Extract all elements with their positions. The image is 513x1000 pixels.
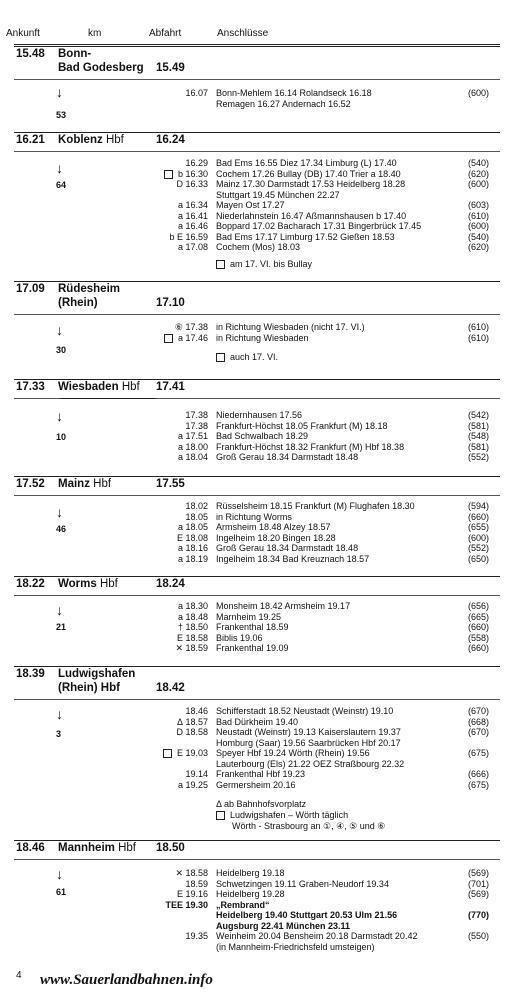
arrival-time: 17.33 bbox=[16, 381, 45, 393]
table-ref: (600) bbox=[467, 532, 489, 543]
connection-time: 17.38 bbox=[185, 420, 208, 431]
connection-text: Rüsselsheim 18.15 Frankfurt (M) Flughafen 18.30 bbox=[216, 501, 415, 511]
table-ref: (558) bbox=[467, 632, 489, 643]
section-rule bbox=[14, 666, 500, 667]
connection-time: 18.05 bbox=[185, 511, 208, 522]
departure-time: 17.10 bbox=[156, 297, 185, 309]
footnote: Δ ab Bahnhofsvorplatz bbox=[216, 799, 307, 809]
connection-time: 18.19 bbox=[185, 553, 208, 564]
connection-text: Marnheim 19.25 bbox=[216, 611, 282, 622]
table-ref: (569) bbox=[467, 889, 489, 899]
station-suffix: Hbf bbox=[118, 842, 136, 854]
connection-mark: Δ bbox=[176, 716, 183, 727]
connection-text: Schwetzingen 19.11 Graben-Neudorf 19.34 bbox=[216, 878, 389, 889]
table-ref: (666) bbox=[467, 769, 489, 779]
connection-text: Speyer Hbf 19.24 Wörth (Rhein) 19.56 bbox=[216, 748, 370, 758]
station-name: Koblenz Hbf bbox=[58, 134, 124, 146]
connection-time: 19.16 bbox=[185, 889, 208, 899]
connection-mark: E bbox=[163, 748, 183, 759]
connection-row bbox=[0, 211, 513, 222]
table-ref: (660) bbox=[467, 511, 489, 522]
connection-text: „Rembrand“ bbox=[216, 899, 270, 910]
arrow-down-icon: ↓ bbox=[56, 322, 63, 338]
connection-row bbox=[0, 931, 513, 942]
connection-text: Cochem 17.26 Bullay (DB) 17.40 Trier a 18.40 bbox=[216, 168, 401, 179]
station-name-line2: Bad Godesberg bbox=[58, 62, 144, 74]
connection-mark: D bbox=[176, 179, 183, 189]
connection-time: 17.38 bbox=[185, 410, 208, 420]
table-ref: (668) bbox=[467, 716, 489, 727]
table-ref: (603) bbox=[467, 200, 489, 210]
departure-time: 17.55 bbox=[156, 478, 185, 490]
col-km: km bbox=[88, 28, 102, 39]
departure-time: 18.24 bbox=[156, 578, 185, 590]
table-ref: (594) bbox=[467, 501, 489, 511]
connection-mark: b bbox=[164, 169, 183, 180]
table-ref: (770) bbox=[467, 910, 489, 920]
connection-row bbox=[0, 633, 513, 644]
connection-text: Frankenthal Hbf 19.23 bbox=[216, 769, 306, 779]
connection-text: (in Mannheim-Friedrichsfeld umsteigen) bbox=[216, 941, 375, 952]
station-name: Mainz Hbf bbox=[58, 478, 112, 490]
connection-time: 16.41 bbox=[185, 210, 208, 221]
connection-text: Cochem (Mos) 18.03 bbox=[216, 242, 301, 252]
distance-km: 64 bbox=[56, 180, 67, 190]
connection-mark: a bbox=[177, 441, 183, 452]
section-rule bbox=[14, 46, 500, 47]
connection-time: 19.30 bbox=[185, 899, 208, 910]
connection-time: 16.33 bbox=[185, 179, 208, 189]
connection-row bbox=[0, 879, 513, 890]
col-anschluesse: Anschlüsse bbox=[217, 28, 269, 39]
station-name-line2: (Rhein) Hbf bbox=[58, 682, 120, 694]
connection-text: in Richtung Wiesbaden (nicht 17. VI.) bbox=[216, 322, 365, 332]
connection-mark: a bbox=[177, 242, 183, 252]
connection-mark: ✕ bbox=[175, 643, 183, 653]
connection-time: 18.00 bbox=[185, 441, 208, 452]
connection-text: Groß Gerau 18.34 Darmstadt 18.48 bbox=[216, 452, 359, 462]
arrow-down-icon: ↓ bbox=[56, 602, 63, 618]
table-ref: (675) bbox=[467, 779, 489, 790]
connection-time: 19.03 bbox=[185, 748, 208, 758]
distance-km: 3 bbox=[56, 729, 62, 739]
arrow-down-icon: ↓ bbox=[56, 504, 63, 520]
connection-time: 18.08 bbox=[185, 532, 208, 543]
station-suffix: Hbf bbox=[93, 478, 112, 490]
connection-time: 19.14 bbox=[185, 769, 208, 779]
connection-text: Heidelberg 19.40 Stuttgart 20.53 Ulm 21.56 bbox=[216, 910, 398, 920]
connection-time: 16.34 bbox=[185, 200, 208, 210]
connection-row bbox=[0, 910, 513, 921]
station-name: Ludwigshafen bbox=[58, 668, 136, 680]
table-ref: (550) bbox=[467, 931, 489, 941]
connection-row bbox=[0, 431, 513, 442]
wiesbaden-underline bbox=[60, 398, 156, 399]
table-ref: (600) bbox=[467, 221, 489, 231]
connection-time: 18.05 bbox=[185, 522, 208, 532]
section-subrule bbox=[14, 859, 500, 860]
connection-time: 18.57 bbox=[185, 716, 208, 727]
table-ref: (569) bbox=[467, 868, 489, 878]
connection-mark: TEE bbox=[165, 899, 183, 910]
connection-row bbox=[0, 748, 513, 759]
connection-text: in Richtung Wiesbaden bbox=[216, 332, 309, 343]
table-ref: (610) bbox=[467, 210, 489, 221]
connection-text: in Richtung Worms bbox=[216, 511, 292, 522]
connection-text: Niedernhausen 17.56 bbox=[216, 410, 303, 420]
connection-row bbox=[0, 868, 513, 879]
station-name: Rüdesheim bbox=[58, 283, 120, 295]
section-subrule bbox=[14, 314, 500, 315]
connection-text: Lauterbourg (Els) 21.22 OEZ Straßbourg 22.32 bbox=[216, 758, 405, 769]
connection-text: Biblis 19.06 bbox=[216, 632, 263, 643]
connection-row bbox=[0, 706, 513, 717]
arrow-down-icon: ↓ bbox=[56, 408, 63, 424]
section-subrule bbox=[14, 79, 500, 80]
table-ref: (600) bbox=[467, 88, 489, 98]
connection-text: Mayen Ost 17.27 bbox=[216, 200, 285, 210]
connection-text: Schifferstadt 18.52 Neustadt (Weinstr) 19.10 bbox=[216, 706, 394, 716]
connection-time: 18.58 bbox=[185, 632, 208, 643]
col-abfahrt: Abfahrt bbox=[149, 28, 182, 39]
section-subrule bbox=[14, 151, 500, 152]
arrival-time: 18.46 bbox=[16, 842, 45, 854]
departure-time: 16.24 bbox=[156, 134, 185, 146]
arrow-down-icon: ↓ bbox=[56, 866, 63, 882]
connection-row bbox=[0, 512, 513, 523]
connection-mark: E bbox=[176, 632, 183, 643]
square-symbol-icon bbox=[216, 811, 225, 820]
connection-time: 17.46 bbox=[185, 332, 208, 343]
connection-time: 16.29 bbox=[185, 158, 208, 168]
table-ref: (610) bbox=[467, 322, 489, 332]
station-name: Mannheim Hbf bbox=[58, 842, 136, 854]
table-ref: (548) bbox=[467, 431, 489, 441]
table-ref: (660) bbox=[467, 643, 489, 653]
footnote: auch 17. VI. bbox=[216, 352, 278, 362]
table-ref: (542) bbox=[467, 410, 489, 420]
table-ref: (701) bbox=[467, 878, 489, 889]
table-ref: (581) bbox=[467, 441, 489, 452]
connection-mark: E bbox=[176, 889, 183, 899]
connection-row bbox=[0, 452, 513, 463]
connection-mark: a bbox=[177, 452, 183, 462]
connection-row bbox=[0, 759, 513, 770]
connection-text: Homburg (Saar) 19.56 Saarbrücken Hbf 20.17 bbox=[216, 737, 401, 748]
connection-text: Remagen 16.27 Andernach 16.52 bbox=[216, 98, 351, 109]
connection-mark: † bbox=[177, 622, 183, 632]
section-subrule bbox=[14, 699, 500, 700]
section-rule bbox=[14, 132, 500, 133]
connection-row bbox=[0, 442, 513, 453]
connection-text: Groß Gerau 18.34 Darmstadt 18.48 bbox=[216, 543, 359, 553]
connection-text: Boppard 17.02 Bacharach 17.31 Bingerbrück 17.45 bbox=[216, 221, 422, 231]
connection-mark: b E bbox=[169, 231, 183, 242]
connection-time: 18.50 bbox=[185, 622, 208, 632]
connection-row bbox=[0, 717, 513, 728]
section-rule bbox=[14, 281, 500, 282]
connection-row bbox=[0, 543, 513, 554]
connection-mark: a bbox=[177, 611, 183, 622]
station-suffix: Hbf bbox=[121, 381, 140, 393]
section-subrule bbox=[14, 495, 500, 496]
arrival-time: 17.09 bbox=[16, 283, 45, 295]
connection-text: Germersheim 20.16 bbox=[216, 779, 296, 790]
connection-mark: a bbox=[177, 553, 183, 564]
connection-text: Heidelberg 19.28 bbox=[216, 889, 285, 899]
connection-text: Augsburg 22.41 München 23.11 bbox=[216, 920, 351, 931]
connection-text: Bad Dürkheim 19.40 bbox=[216, 716, 299, 727]
connection-time: 18.02 bbox=[185, 501, 208, 511]
connection-mark: ✕ bbox=[175, 868, 183, 878]
connection-text: Bad Schwalbach 18.29 bbox=[216, 431, 309, 441]
header-rule bbox=[14, 44, 500, 45]
website-watermark: www.Sauerlandbahnen.info bbox=[40, 972, 213, 988]
connection-time: 18.16 bbox=[185, 543, 208, 553]
connection-row bbox=[0, 232, 513, 243]
connection-text: Weinheim 20.04 Bensheim 20.18 Darmstadt 20.42 bbox=[216, 931, 418, 941]
page-number: 4 bbox=[16, 970, 22, 981]
connection-text: Frankenthal 18.59 bbox=[216, 622, 289, 632]
column-header bbox=[0, 0, 513, 48]
connection-row bbox=[0, 421, 513, 432]
table-ref: (581) bbox=[467, 420, 489, 431]
arrow-down-icon: ↓ bbox=[56, 160, 63, 176]
section-rule bbox=[14, 476, 500, 477]
square-symbol-icon bbox=[216, 353, 225, 362]
connection-row bbox=[0, 727, 513, 738]
connection-text: Ingelheim 18.34 Bad Kreuznach 18.57 bbox=[216, 553, 370, 564]
station-name: Worms Hbf bbox=[58, 578, 118, 590]
distance-km: 10 bbox=[56, 432, 67, 442]
connection-mark: ⑥ bbox=[174, 322, 183, 332]
connection-mark: a bbox=[177, 522, 183, 532]
connection-mark: D bbox=[176, 727, 183, 737]
connection-row bbox=[0, 780, 513, 791]
connection-text: Heidelberg 19.18 bbox=[216, 868, 285, 878]
distance-km: 21 bbox=[56, 622, 67, 632]
table-ref: (655) bbox=[467, 522, 489, 532]
connection-time: 16.30 bbox=[185, 168, 208, 179]
departure-time: 15.49 bbox=[156, 62, 185, 74]
connection-text: Stuttgart 19.45 München 22.27 bbox=[216, 189, 340, 200]
connection-row bbox=[0, 889, 513, 900]
station-name: Bonn- bbox=[58, 48, 92, 60]
square-symbol-icon bbox=[164, 334, 173, 343]
section-rule bbox=[14, 840, 500, 841]
arrow-down-icon: ↓ bbox=[56, 84, 63, 100]
connection-mark: a bbox=[177, 601, 183, 611]
distance-km: 46 bbox=[56, 524, 67, 534]
distance-km: 61 bbox=[56, 887, 67, 897]
footnote: am 17. VI. bis Bullay bbox=[216, 259, 312, 269]
table-ref: (610) bbox=[467, 332, 489, 343]
connection-row bbox=[0, 643, 513, 654]
connection-time: 19.25 bbox=[185, 779, 208, 790]
connection-row bbox=[0, 88, 513, 99]
connection-row bbox=[0, 200, 513, 211]
table-ref: (540) bbox=[467, 158, 489, 168]
connection-row bbox=[0, 221, 513, 232]
connection-row bbox=[0, 501, 513, 512]
arrival-time: 16.21 bbox=[16, 134, 45, 146]
connection-row bbox=[0, 942, 513, 953]
connection-row bbox=[0, 190, 513, 201]
arrow-down-icon: ↓ bbox=[56, 706, 63, 722]
connection-row bbox=[0, 179, 513, 190]
connection-row bbox=[0, 410, 513, 421]
departure-time: 18.42 bbox=[156, 682, 185, 694]
connection-text: Bonn-Mehlem 16.14 Rolandseck 16.18 bbox=[216, 88, 372, 98]
footnote: Wörth - Strasbourg an ①, ④, ⑤ und ⑥ bbox=[232, 821, 386, 831]
section-rule bbox=[14, 379, 500, 380]
connection-row bbox=[0, 601, 513, 612]
connection-time: 16.59 bbox=[185, 231, 208, 242]
connection-time: 18.59 bbox=[185, 643, 208, 653]
table-ref: (665) bbox=[467, 611, 489, 622]
connection-mark: a bbox=[177, 221, 183, 231]
connection-text: Frankfurt-Höchst 18.32 Frankfurt (M) Hbf 18.38 bbox=[216, 441, 405, 452]
connection-text: Bad Ems 16.55 Diez 17.34 Limburg (L) 17.40 bbox=[216, 158, 397, 168]
table-ref: (552) bbox=[467, 543, 489, 553]
distance-km: 30 bbox=[56, 345, 67, 355]
table-ref: (552) bbox=[467, 452, 489, 462]
connection-text: Niederlahnstein 16.47 Aßmannshausen b 17.40 bbox=[216, 210, 407, 221]
departure-time: 17.41 bbox=[156, 381, 185, 393]
connection-row bbox=[0, 622, 513, 633]
arrival-time: 18.39 bbox=[16, 668, 45, 680]
connection-text: Frankenthal 19.09 bbox=[216, 643, 289, 653]
connection-row bbox=[0, 900, 513, 911]
square-symbol-icon bbox=[163, 749, 172, 758]
station-suffix: Hbf bbox=[99, 578, 118, 590]
connection-row bbox=[0, 242, 513, 253]
col-ankunft: Ankunft bbox=[6, 28, 40, 39]
connection-time: 18.46 bbox=[185, 706, 208, 716]
connection-mark: a bbox=[177, 200, 183, 210]
connection-time: 19.35 bbox=[185, 931, 208, 941]
section-subrule bbox=[14, 595, 500, 596]
departure-time: 18.50 bbox=[156, 842, 185, 854]
connection-time: 18.59 bbox=[185, 878, 208, 889]
connection-mark: a bbox=[177, 543, 183, 553]
table-ref: (670) bbox=[467, 727, 489, 737]
connection-mark: a bbox=[177, 210, 183, 221]
connection-time: 18.30 bbox=[185, 601, 208, 611]
connection-time: 17.08 bbox=[185, 242, 208, 252]
square-symbol-icon bbox=[216, 260, 225, 269]
table-ref: (620) bbox=[467, 242, 489, 252]
connection-time: 17.38 bbox=[185, 322, 208, 332]
table-ref: (656) bbox=[467, 601, 489, 611]
connection-row bbox=[0, 921, 513, 932]
connection-time: 18.04 bbox=[185, 452, 208, 462]
connection-text: Mainz 17.30 Darmstadt 17.53 Heidelberg 18.28 bbox=[216, 179, 406, 189]
connection-row bbox=[0, 612, 513, 623]
section-rule bbox=[14, 576, 500, 577]
connection-row bbox=[0, 522, 513, 533]
table-ref: (660) bbox=[467, 622, 489, 632]
connection-row bbox=[0, 554, 513, 565]
connection-text: Bad Ems 17.17 Limburg 17.52 Gießen 18.53 bbox=[216, 231, 395, 242]
connection-time: 17.51 bbox=[185, 431, 208, 441]
connection-time: 16.46 bbox=[185, 221, 208, 231]
connection-text: Neustadt (Weinstr) 19.13 Kaiserslautern 19.37 bbox=[216, 727, 401, 737]
table-ref: (650) bbox=[467, 553, 489, 564]
connection-row bbox=[0, 738, 513, 749]
table-ref: (675) bbox=[467, 748, 489, 758]
connection-text: Armsheim 18.48 Alzey 18.57 bbox=[216, 522, 331, 532]
connection-row bbox=[0, 333, 513, 344]
connection-row bbox=[0, 769, 513, 780]
square-symbol-icon bbox=[164, 170, 173, 179]
distance-km: 53 bbox=[56, 110, 67, 120]
table-ref: (670) bbox=[467, 706, 489, 716]
connection-time: 18.48 bbox=[185, 611, 208, 622]
table-ref: (600) bbox=[467, 179, 489, 189]
arrival-time: 18.22 bbox=[16, 578, 45, 590]
connection-time: 16.07 bbox=[185, 88, 208, 98]
station-name-line2: (Rhein) bbox=[58, 297, 98, 309]
connection-text: Ingelheim 18.20 Bingen 18.28 bbox=[216, 532, 336, 543]
connection-time: 18.58 bbox=[185, 868, 208, 878]
footnote: Ludwigshafen – Wörth täglich bbox=[216, 810, 348, 820]
connection-row bbox=[0, 533, 513, 544]
table-ref: (620) bbox=[467, 168, 489, 179]
connection-text: Monsheim 18.42 Armsheim 19.17 bbox=[216, 601, 351, 611]
connection-mark: a bbox=[177, 779, 183, 790]
connection-text: Frankfurt-Höchst 18.05 Frankfurt (M) 18.18 bbox=[216, 420, 388, 431]
table-ref: (540) bbox=[467, 231, 489, 242]
connection-time: 18.58 bbox=[185, 727, 208, 737]
connection-mark: E bbox=[176, 532, 183, 543]
connection-mark: a bbox=[177, 431, 183, 441]
connection-row bbox=[0, 169, 513, 180]
connection-row bbox=[0, 322, 513, 333]
connection-row bbox=[0, 99, 513, 110]
station-suffix: Hbf bbox=[105, 134, 124, 146]
connection-mark: a bbox=[164, 333, 183, 344]
arrival-time: 15.48 bbox=[16, 48, 45, 60]
arrival-time: 17.52 bbox=[16, 478, 45, 490]
connection-row bbox=[0, 158, 513, 169]
station-name: Wiesbaden Hbf bbox=[58, 381, 140, 393]
